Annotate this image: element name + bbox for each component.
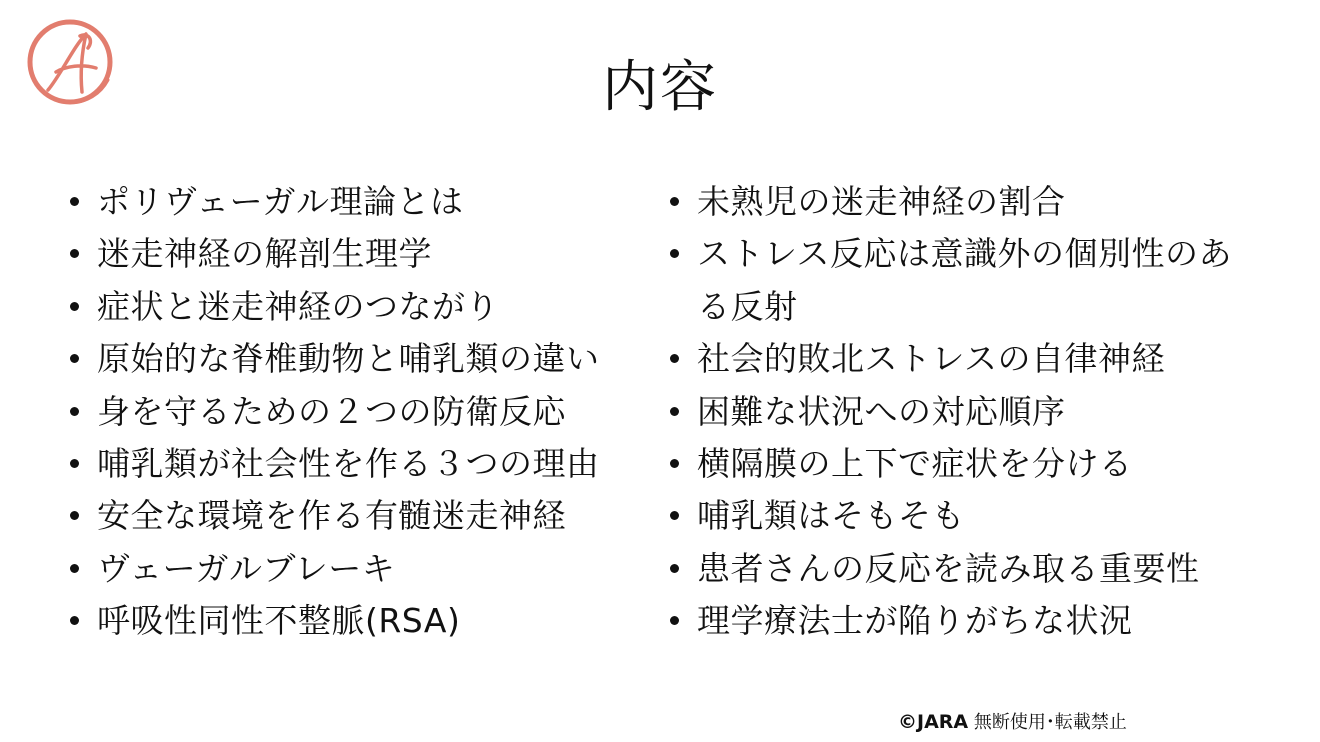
bullet-icon <box>670 564 679 573</box>
list-item <box>66 490 646 542</box>
list-item-label: 症状と迷走神経のつながり <box>97 286 499 326</box>
list-item-label: 未熟児の迷走神経の割合 <box>697 182 1066 221</box>
list-item <box>666 543 1246 595</box>
list-item-label: 身を守るための２つの防衛反応 <box>97 391 566 431</box>
list-item-label: 困難な状況への対応順序 <box>697 391 1066 431</box>
list-item <box>66 543 646 595</box>
list-item <box>666 490 1246 542</box>
bullet-icon <box>70 354 79 363</box>
list-item-label: ポリヴェーガル理論とは <box>97 182 464 221</box>
list-item <box>666 386 1246 438</box>
list-item <box>66 595 646 647</box>
bullet-icon <box>70 564 79 573</box>
list-item-label: 患者さんの反応を読み取る重要性 <box>697 548 1200 588</box>
list-item-label: 安全な環境を作る有髄迷走神経 <box>97 496 566 536</box>
list-item <box>66 228 646 280</box>
contents-list-left <box>66 176 646 648</box>
list-item <box>666 176 1246 228</box>
copyright-notice: 無断使用･転載禁止 <box>968 712 1127 733</box>
bullet-icon <box>670 511 679 520</box>
list-item <box>66 333 646 385</box>
copyright-footer <box>898 709 1127 736</box>
bullet-icon <box>70 197 79 206</box>
list-item-label: 理学療法士が陥りがちな状況 <box>697 601 1133 641</box>
bullet-icon <box>70 616 79 625</box>
list-item <box>66 176 646 228</box>
bullet-icon <box>70 511 79 520</box>
contents-list-right <box>666 176 1246 648</box>
bullet-icon <box>670 407 679 416</box>
copyright-brand: ©JARA <box>898 711 969 733</box>
list-item-label: 迷走神経の解剖生理学 <box>97 234 432 274</box>
bullet-icon <box>70 249 79 258</box>
list-item <box>666 595 1246 647</box>
list-item-label: 呼吸性同性不整脈(RSA) <box>97 601 461 641</box>
bullet-icon <box>670 459 679 468</box>
bullet-icon <box>670 197 679 206</box>
list-item-label: ヴェーガルブレーキ <box>97 548 396 588</box>
bullet-icon <box>70 459 79 468</box>
list-item-label: 原始的な脊椎動物と哺乳類の違い <box>97 339 600 379</box>
bullet-icon <box>670 354 679 363</box>
list-item-label: 哺乳類はそもそも <box>697 496 965 536</box>
list-item-label: 社会的敗北ストレスの自律神経 <box>697 339 1166 379</box>
list-item <box>666 438 1246 490</box>
list-item-label: 横隔膜の上下で症状を分ける <box>697 444 1133 484</box>
bullet-icon <box>70 407 79 416</box>
bullet-icon <box>670 249 679 258</box>
bullet-icon <box>670 616 679 625</box>
list-item <box>66 281 646 333</box>
list-item-label: 哺乳類が社会性を作る３つの理由 <box>97 444 600 484</box>
bullet-icon <box>70 302 79 311</box>
list-item <box>66 438 646 490</box>
page-title: 内容 <box>602 55 718 120</box>
list-item <box>666 228 1237 333</box>
list-item <box>66 386 646 438</box>
list-item <box>666 333 1246 385</box>
list-item-label: ストレス反応は意識外の個別性のある反射 <box>697 234 1233 326</box>
